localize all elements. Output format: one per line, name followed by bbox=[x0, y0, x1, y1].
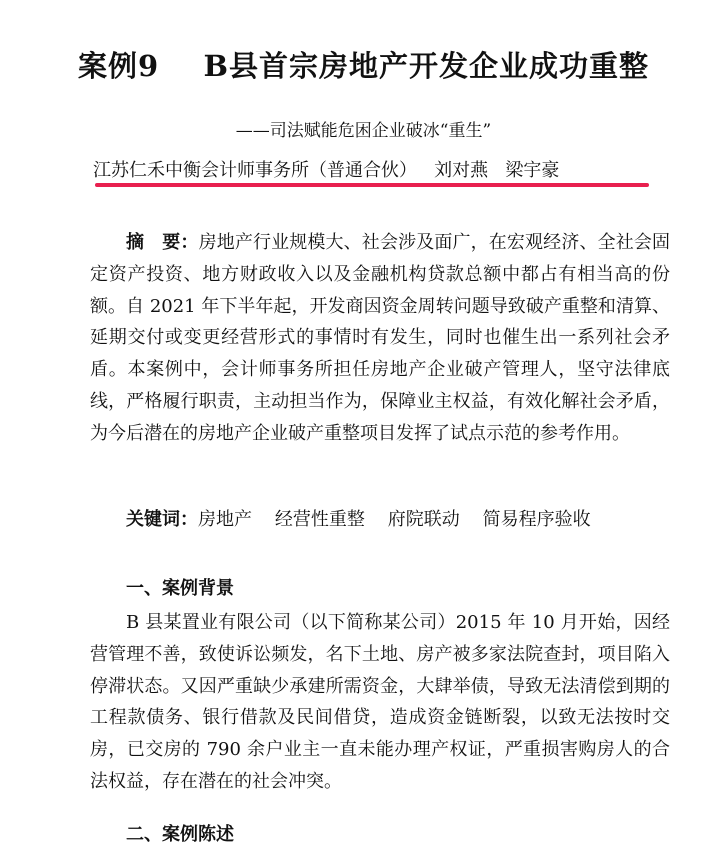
abstract-text: 房地产行业规模大、社会涉及面广，在宏观经济、全社会固定资产投资、地方财政收入以及金融机构贷款总额中都占有相当高的份额。自 2021 年下半年起，开发商因资金周转问题导致破产重整和清算、延期交付或变更经营形式的事情时有发生，同时也催生出一系列社会矛盾。本案例中，会计师事务所担任房地产企业破产管理人，坚守法律底线，严格履行职责，主动担当作为，保障业主权益，有效化解社会矛盾，为今后潜在的房地产企业破产重整项目发挥了试点示范的参考作用。 bbox=[90, 232, 671, 444]
section-background-paragraph: B 县某置业有限公司（以下简称某公司）2015 年 10 月开始，因经营管理不善，致使诉讼频发，名下土地、房产被多家法院查封，项目陷入停滞状态。又因严重缺少承建所需资金，大肆举债，导致无法清偿到期的工程款债务、银行借款及民间借贷，造成资金链断裂，以致无法按时交房，已交房的 790 余户业主一直未能办理产权证，严重损害购房人的合法权益，存在潜在的社会冲突。 bbox=[90, 612, 670, 792]
section-heading-statement: 二、案例陈述 bbox=[126, 824, 234, 845]
author-line: 江苏仁禾中衡会计师事务所（普通合伙） 刘对燕 梁宇豪 bbox=[93, 160, 560, 181]
document-subtitle: ——司法赋能危困企业破冰“重生” bbox=[235, 121, 492, 141]
abstract-paragraph bbox=[90, 227, 670, 450]
author-underline-annotation bbox=[95, 183, 649, 187]
section-heading-background: 一、案例背景 bbox=[126, 578, 234, 599]
keywords-text: 房地产 经营性重整 府院联动 简易程序验收 bbox=[198, 509, 591, 530]
keywords-line bbox=[126, 505, 686, 535]
abstract-label: 摘 要： bbox=[126, 232, 199, 253]
document-title: 案例9 B县首宗房地产开发企业成功重整 bbox=[77, 49, 650, 83]
keywords-label: 关键词： bbox=[126, 509, 198, 530]
